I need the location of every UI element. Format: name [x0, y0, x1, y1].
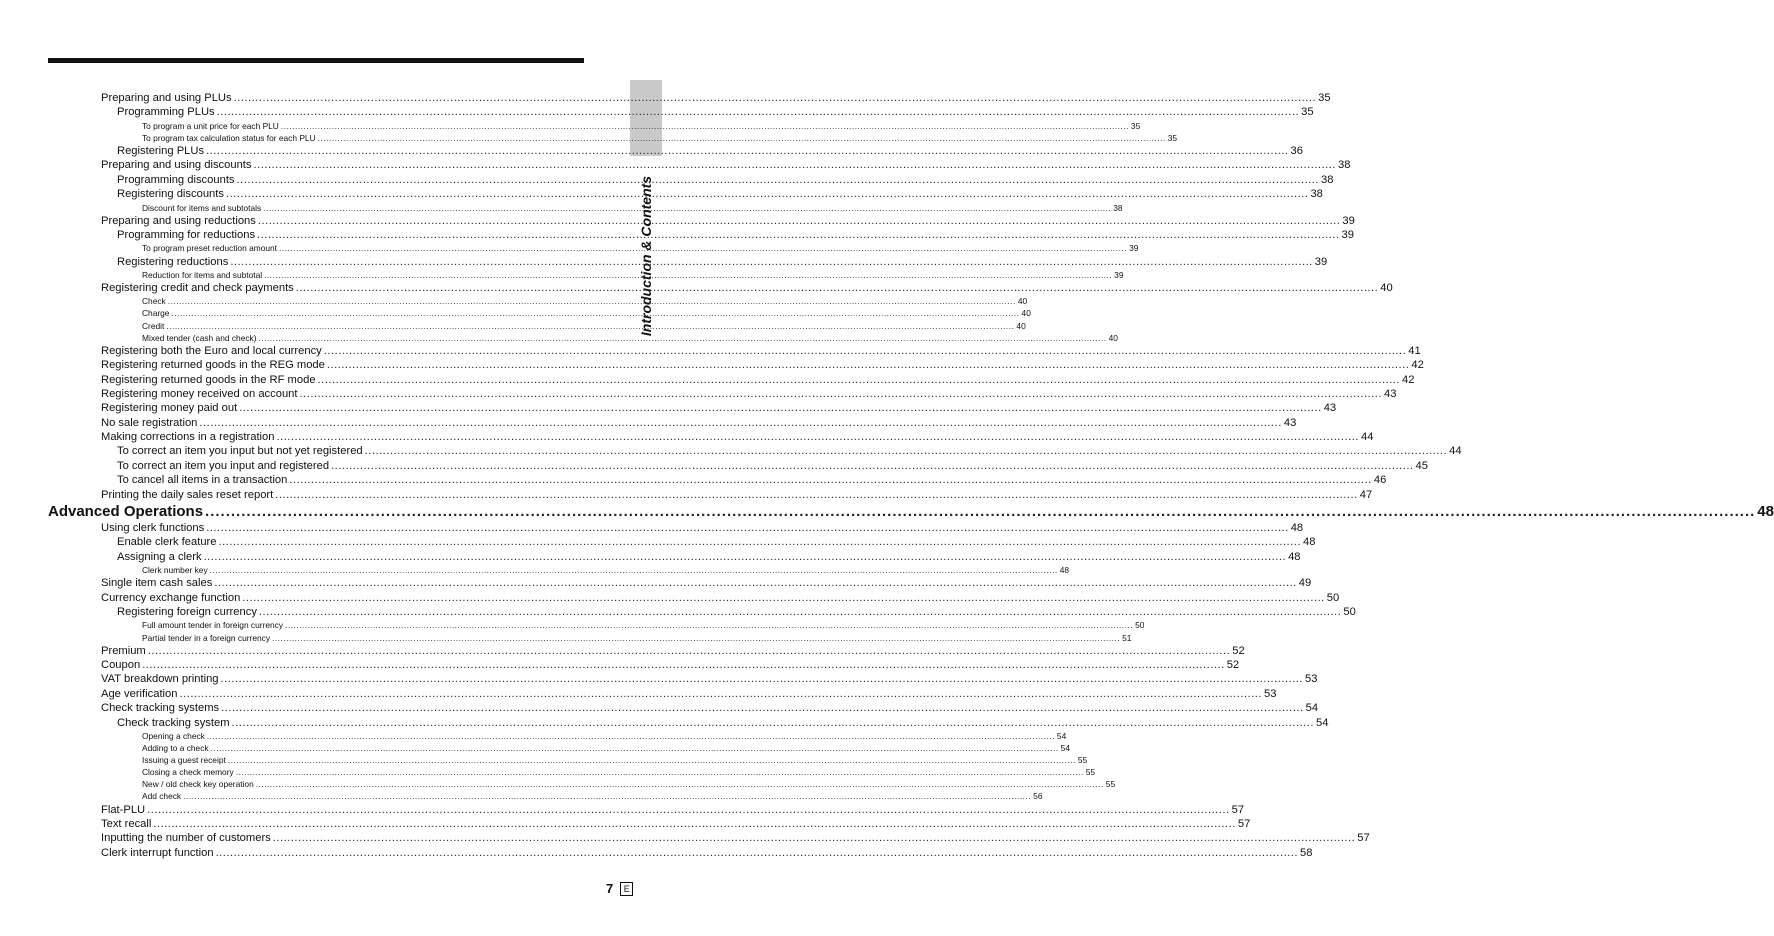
toc-entry-title: Making corrections in a registration: [101, 431, 275, 444]
toc-entry[interactable]: [101, 358, 1424, 372]
toc-entry-page: 58: [1300, 846, 1313, 859]
toc-dot-leader: ............................................................................................................................................................................................................................................................................................................: [235, 767, 1084, 778]
toc-entry-title: Partial tender in a foreign currency: [142, 632, 271, 643]
toc-entry-page: 35: [1318, 92, 1331, 104]
toc-entry[interactable]: [142, 120, 1141, 132]
toc-entry-page: 50: [1343, 606, 1356, 619]
toc-entry-page: 35: [1130, 120, 1141, 131]
toc-entry[interactable]: [142, 790, 1043, 802]
toc-entry-title: Opening a check: [142, 731, 205, 742]
toc-dot-leader: ............................................................................................................................................................................................................................................................................................................: [199, 416, 1282, 429]
toc-entry-page: 54: [1060, 743, 1070, 754]
toc-entry-page: 48: [1288, 550, 1301, 563]
toc-entry[interactable]: [117, 444, 1462, 458]
toc-entry-title: Preparing and using discounts: [101, 159, 252, 172]
toc-entry[interactable]: [142, 202, 1123, 214]
toc-dot-leader: ............................................................................................................................................................................................................................................................................................................: [171, 308, 1020, 319]
toc-entry[interactable]: [142, 320, 1026, 332]
toc-entry-title: Text recall: [101, 817, 152, 830]
toc-entry[interactable]: [101, 158, 1351, 172]
toc-entry-page: 43: [1283, 416, 1297, 429]
toc-entry[interactable]: [117, 144, 1303, 158]
toc-entry-page: 39: [1341, 229, 1354, 242]
toc-entry-title: Reduction for items and subtotal: [142, 269, 263, 280]
toc-entry[interactable]: [117, 605, 1356, 619]
side-tab-label-text: Introduction & Contents: [638, 175, 655, 336]
toc-entry-title: Coupon: [101, 659, 141, 672]
toc-dot-leader: ............................................................................................................................................................................................................................................................................................................: [166, 320, 1015, 331]
toc-entry-title: New / old check key operation: [142, 779, 254, 790]
toc-entry-page: 52: [1226, 659, 1240, 672]
toc-dot-leader: ............................................................................................................................................................................................................................................................................................................: [264, 269, 1113, 280]
toc-dot-leader: ............................................................................................................................................................................................................................................................................................................: [272, 632, 1121, 643]
toc-entry[interactable]: [101, 401, 1337, 415]
toc-entry-page: 40: [1380, 281, 1393, 294]
toc-dot-leader: ............................................................................................................................................................................................................................................................................................................: [205, 503, 1756, 521]
toc-entry[interactable]: [142, 242, 1139, 254]
toc-entry-page: 49: [1298, 577, 1312, 590]
toc-entry-page: 39: [1129, 243, 1139, 254]
toc-entry-page: 55: [1077, 755, 1088, 766]
toc-entry-page: 39: [1342, 214, 1355, 227]
toc-entry-page: 38: [1310, 188, 1323, 201]
toc-entry-title: Clerk number key: [142, 565, 208, 576]
toc-entry-page: 40: [1016, 320, 1026, 331]
toc-entry-page: 54: [1305, 702, 1319, 715]
toc-entry[interactable]: [142, 619, 1145, 631]
toc-entry[interactable]: [142, 332, 1118, 344]
toc-entry-page: 50: [1326, 591, 1340, 604]
toc-entry-title: Check tracking system: [117, 716, 230, 729]
toc-dot-leader: ............................................................................................................................................................................................................................................................................................................: [258, 332, 1107, 343]
toc-entry-title: Adding to a check: [142, 743, 209, 754]
toc-entry-title: Registering returned goods in the RF mode: [101, 373, 316, 386]
toc-dot-leader: ............................................................................................................................................................................................................................................................................................................: [206, 731, 1055, 742]
toc-entry-page: 55: [1085, 767, 1096, 778]
toc-dot-leader: ............................................................................................................................................................................................................................................................................................................: [221, 702, 1304, 715]
toc-dot-leader: ............................................................................................................................................................................................................................................................................................................: [142, 659, 1225, 672]
toc-entry[interactable]: [101, 687, 1277, 701]
toc-entry[interactable]: [142, 730, 1067, 742]
toc-entry-title: Credit: [142, 320, 165, 331]
toc-entry[interactable]: [101, 416, 1297, 430]
toc-dot-leader: ............................................................................................................................................................................................................................................................................................................: [183, 791, 1032, 802]
toc-entry-title: No sale registration: [101, 416, 198, 429]
toc-entry-title: To cancel all items in a transaction: [117, 474, 288, 487]
toc-entry[interactable]: [117, 550, 1301, 564]
toc-entry-title: Discount for items and subtotals: [142, 202, 262, 213]
page-footer: [606, 881, 633, 896]
toc-entry[interactable]: [101, 488, 1373, 502]
toc-entry-title: Charge: [142, 308, 170, 319]
toc-entry-page: 43: [1384, 387, 1397, 400]
toc-dot-leader: ............................................................................................................................................................................................................................................................................................................: [257, 214, 1341, 227]
toc-entry-title: Registering credit and check payments: [101, 281, 294, 294]
toc-entry-title: Preparing and using reductions: [101, 214, 256, 227]
toc-dot-leader: ............................................................................................................................................................................................................................................................................................................: [317, 373, 1401, 386]
page-number: 7: [606, 881, 614, 896]
toc-entry-page: 57: [1357, 832, 1370, 845]
toc-dot-leader: ............................................................................................................................................................................................................................................................................................................: [233, 92, 1317, 104]
toc-entry[interactable]: [101, 817, 1251, 831]
toc-entry[interactable]: [101, 803, 1245, 817]
toc-dot-leader: ............................................................................................................................................................................................................................................................................................................: [317, 132, 1166, 143]
toc-entry-title: Single item cash sales: [101, 577, 213, 590]
toc-entry-page: 57: [1231, 803, 1245, 816]
toc-entry-page: 43: [1323, 402, 1337, 415]
toc-entry-page: 48: [1757, 503, 1774, 521]
toc-entry-page: 53: [1305, 673, 1318, 686]
toc-entry-page: 38: [1338, 159, 1351, 172]
toc-entry-page: 54: [1056, 731, 1067, 742]
toc-dot-leader: ............................................................................................................................................................................................................................................................................................................: [210, 743, 1059, 754]
toc-entry-page: 44: [1449, 445, 1462, 458]
toc-entry-title: To program a unit price for each PLU: [142, 120, 279, 131]
toc-entry[interactable]: [117, 473, 1387, 487]
toc-dot-leader: ............................................................................................................................................................................................................................................................................................................: [167, 296, 1016, 307]
toc-entry-page: 48: [1303, 536, 1316, 549]
toc-entry-title: Registering money received on account: [101, 387, 298, 400]
toc-entry-page: 52: [1232, 644, 1245, 657]
toc-entry-page: 38: [1113, 202, 1123, 213]
toc-entry-page: 57: [1237, 817, 1251, 830]
toc-dot-leader: ............................................................................................................................................................................................................................................................................................................: [331, 459, 1414, 472]
toc-entry-title: Age verification: [101, 687, 178, 700]
toc-entry-page: 40: [1021, 308, 1031, 319]
toc-dot-leader: ............................................................................................................................................................................................................................................................................................................: [218, 536, 1301, 549]
toc-entry-title: Flat-PLU: [101, 803, 146, 816]
toc-dot-leader: ............................................................................................................................................................................................................................................................................................................: [263, 202, 1112, 213]
toc-entry[interactable]: [117, 255, 1328, 269]
toc-dot-leader: ............................................................................................................................................................................................................................................................................................................: [255, 779, 1104, 790]
language-badge: E: [620, 882, 633, 896]
toc-entry-title: Registering both the Euro and local currency: [101, 344, 322, 357]
toc-entry-title: Programming PLUs: [117, 106, 215, 119]
toc-entry[interactable]: [117, 173, 1334, 187]
toc-entry[interactable]: [101, 344, 1421, 358]
toc-dot-leader: ............................................................................................................................................................................................................................................................................................................: [147, 803, 1230, 816]
toc-entry[interactable]: [101, 430, 1374, 444]
toc-entry[interactable]: [142, 742, 1070, 754]
toc-entry[interactable]: [101, 672, 1318, 686]
toc-entry-title: Advanced Operations: [48, 503, 204, 521]
toc-dot-leader: ............................................................................................................................................................................................................................................................................................................: [257, 229, 1340, 242]
toc-entry[interactable]: [101, 591, 1340, 605]
toc-dot-leader: ............................................................................................................................................................................................................................................................................................................: [216, 106, 1300, 119]
toc-entry-title: To program preset reduction amount: [142, 243, 278, 254]
toc-dot-leader: ............................................................................................................................................................................................................................................................................................................: [279, 243, 1128, 254]
toc-entry-page: 51: [1122, 632, 1132, 643]
toc-entry[interactable]: [142, 132, 1178, 144]
toc-entry-page: 53: [1263, 687, 1277, 700]
toc-entry-title: Clerk interrupt function: [101, 846, 214, 859]
toc-dot-leader: ............................................................................................................................................................................................................................................................................................................: [153, 817, 1236, 830]
toc-dot-leader: ............................................................................................................................................................................................................................................................................................................: [364, 445, 1448, 458]
toc-dot-leader: ............................................................................................................................................................................................................................................................................................................: [231, 716, 1315, 729]
toc-dot-leader: ............................................................................................................................................................................................................................................................................................................: [239, 402, 1322, 415]
toc-entry[interactable]: [101, 521, 1304, 535]
toc-dot-leader: ............................................................................................................................................................................................................................................................................................................: [230, 255, 1313, 268]
toc-section-heading[interactable]: [48, 502, 1774, 521]
toc-dot-leader: ............................................................................................................................................................................................................................................................................................................: [220, 673, 1304, 686]
toc-entry[interactable]: [101, 658, 1240, 672]
toc-entry-page: 35: [1301, 106, 1314, 119]
toc-dot-leader: ............................................................................................................................................................................................................................................................................................................: [236, 173, 1320, 186]
toc-entry[interactable]: [101, 91, 1331, 105]
toc-dot-leader: ............................................................................................................................................................................................................................................................................................................: [206, 144, 1289, 157]
toc-entry-title: Inputting the number of customers: [101, 832, 271, 845]
toc-entry-page: 40: [1017, 296, 1028, 307]
toc-entry[interactable]: [117, 187, 1323, 201]
toc-entry-page: 41: [1408, 344, 1421, 357]
toc-entry-title: Registering reductions: [117, 255, 229, 268]
toc-entry[interactable]: [101, 214, 1355, 228]
toc-entry[interactable]: [117, 228, 1354, 242]
toc-dot-leader: ............................................................................................................................................................................................................................................................................................................: [276, 431, 1359, 444]
toc-entry-title: Printing the daily sales reset report: [101, 488, 274, 501]
toc-dot-leader: ............................................................................................................................................................................................................................................................................................................: [214, 577, 1297, 590]
toc-entry-title: Check tracking systems: [101, 702, 220, 715]
toc-dot-leader: ............................................................................................................................................................................................................................................................................................................: [295, 281, 1379, 294]
toc-entry-page: 55: [1105, 779, 1116, 790]
toc-entry-title: Registering PLUs: [117, 144, 205, 157]
toc-entry-title: Programming discounts: [117, 173, 235, 186]
toc-entry[interactable]: [142, 632, 1132, 644]
toc-entry[interactable]: [101, 576, 1312, 590]
toc-entry-title: Registering returned goods in the REG mode: [101, 359, 325, 372]
toc-dot-leader: ............................................................................................................................................................................................................................................................................................................: [242, 591, 1325, 604]
toc-entry-title: VAT breakdown printing: [101, 673, 219, 686]
toc-dot-leader: ............................................................................................................................................................................................................................................................................................................: [323, 344, 1407, 357]
toc-entry-title: Registering foreign currency: [117, 606, 257, 619]
toc-entry-title: Closing a check memory: [142, 767, 234, 778]
toc-entry-page: 44: [1360, 431, 1374, 444]
toc-dot-leader: ............................................................................................................................................................................................................................................................................................................: [206, 522, 1289, 535]
toc-entry-page: 48: [1290, 522, 1304, 535]
toc-dot-leader: ............................................................................................................................................................................................................................................................................................................: [299, 387, 1382, 400]
toc-entry-title: Assigning a clerk: [117, 550, 202, 563]
toc-entry-page: 48: [1059, 565, 1070, 576]
toc-entry-title: To correct an item you input and registered: [117, 459, 330, 472]
toc-entry-title: Registering discounts: [117, 188, 224, 201]
toc-entry[interactable]: [101, 701, 1319, 715]
toc-entry[interactable]: [142, 269, 1124, 281]
toc-entry-page: 39: [1314, 255, 1328, 268]
toc-entry[interactable]: [142, 295, 1028, 307]
toc-entry[interactable]: [117, 716, 1329, 730]
toc-entry-title: Issuing a guest receipt: [142, 755, 226, 766]
toc-entry-title: Currency exchange function: [101, 591, 241, 604]
toc-dot-leader: ............................................................................................................................................................................................................................................................................................................: [285, 620, 1134, 631]
toc-dot-leader: ............................................................................................................................................................................................................................................................................................................: [275, 488, 1358, 501]
toc-entry-page: 46: [1373, 474, 1387, 487]
toc-entry[interactable]: [117, 105, 1314, 119]
toc-entry-page: 50: [1135, 620, 1145, 631]
toc-dot-leader: ............................................................................................................................................................................................................................................................................................................: [203, 550, 1287, 563]
toc-entry[interactable]: [101, 831, 1370, 845]
toc-dot-leader: ............................................................................................................................................................................................................................................................................................................: [215, 846, 1299, 859]
toc-entry-page: 56: [1033, 791, 1043, 802]
toc-entry[interactable]: [142, 564, 1070, 576]
toc-entry-page: 47: [1359, 488, 1373, 501]
toc-dot-leader: ............................................................................................................................................................................................................................................................................................................: [258, 606, 1342, 619]
toc-entry[interactable]: [117, 535, 1316, 549]
toc-entry-title: Mixed tender (cash and check): [142, 332, 257, 343]
toc-entry[interactable]: [142, 754, 1088, 766]
toc-entry[interactable]: [101, 387, 1397, 401]
toc-entry-title: Check: [142, 296, 166, 307]
toc-entry-title: To program tax calculation status for each PLU: [142, 132, 316, 143]
toc-dot-leader: ............................................................................................................................................................................................................................................................................................................: [209, 565, 1058, 576]
toc-entry-title: Registering money paid out: [101, 402, 238, 415]
toc-entry-page: 40: [1108, 332, 1118, 343]
toc-dot-leader: ............................................................................................................................................................................................................................................................................................................: [326, 359, 1410, 372]
toc-entry-page: 35: [1167, 132, 1178, 143]
toc-entry[interactable]: [101, 644, 1245, 658]
toc-entry-title: Preparing and using PLUs: [101, 92, 232, 104]
toc-entry-title: Premium: [101, 644, 146, 657]
toc-entry-page: 42: [1402, 373, 1415, 386]
top-rule: [48, 58, 584, 63]
toc-entry-title: Programming for reductions: [117, 229, 256, 242]
toc-dot-leader: ............................................................................................................................................................................................................................................................................................................: [280, 120, 1129, 131]
toc-entry-title: To correct an item you input but not yet registered: [117, 445, 363, 458]
toc-entry[interactable]: [101, 281, 1393, 295]
toc-entry[interactable]: [101, 373, 1415, 387]
toc-entry-title: Using clerk functions: [101, 522, 205, 535]
toc-dot-leader: ............................................................................................................................................................................................................................................................................................................: [227, 755, 1076, 766]
toc-dot-leader: ............................................................................................................................................................................................................................................................................................................: [147, 644, 1231, 657]
toc-dot-leader: ............................................................................................................................................................................................................................................................................................................: [272, 832, 1356, 845]
toc-entry-title: Add check: [142, 791, 182, 802]
toc-dot-leader: ............................................................................................................................................................................................................................................................................................................: [253, 159, 1336, 172]
toc-entry-title: Enable clerk feature: [117, 536, 217, 549]
toc-entry-page: 54: [1316, 716, 1329, 729]
toc-entry-page: 45: [1415, 459, 1428, 472]
toc-entry-page: 39: [1114, 269, 1124, 280]
toc-dot-leader: ............................................................................................................................................................................................................................................................................................................: [179, 687, 1262, 700]
toc-entry-page: 42: [1411, 359, 1424, 372]
toc-entry[interactable]: [142, 766, 1096, 778]
toc-entry[interactable]: [142, 778, 1116, 790]
toc-entry[interactable]: [117, 459, 1428, 473]
toc-entry-title: Full amount tender in foreign currency: [142, 620, 284, 631]
toc-entry[interactable]: [101, 846, 1313, 860]
toc-entry-page: 36: [1290, 144, 1303, 157]
toc-entry[interactable]: [142, 307, 1031, 319]
toc-dot-leader: ............................................................................................................................................................................................................................................................................................................: [289, 474, 1372, 487]
toc-entry-page: 38: [1321, 173, 1334, 186]
toc-dot-leader: ............................................................................................................................................................................................................................................................................................................: [225, 188, 1309, 201]
